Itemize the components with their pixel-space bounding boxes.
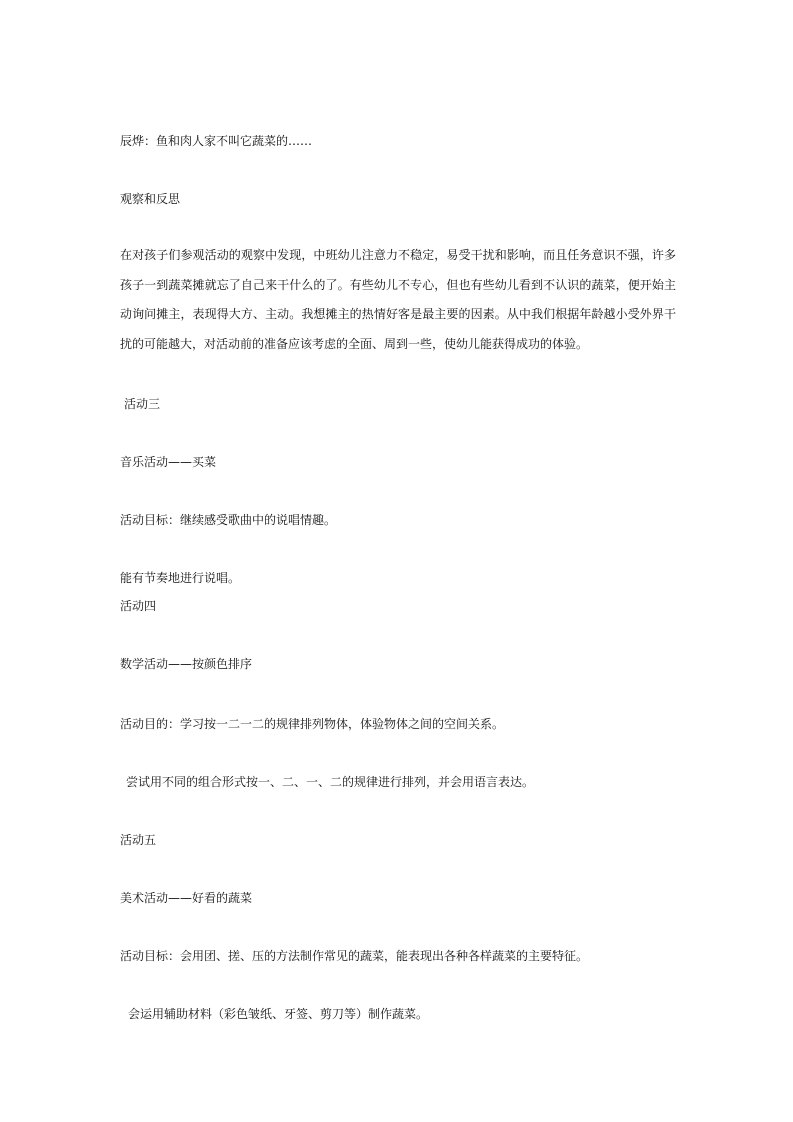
activity-five-goal-2: 会运用辅助材料（彩色皱纸、牙签、剪刀等）制作蔬菜。 xyxy=(128,1007,429,1021)
activity-three-heading: 活动三 xyxy=(124,397,161,411)
observation-paragraph: 在对孩子们参观活动的观察中发现，中班幼儿注意力不稳定，易受干扰和影响，而且任务意识不强，许多孩子一到蔬菜摊就忘了自己来干什么的了。有些幼儿不专心，但也有些幼儿看到不认识的蔬菜，便开始主动询问摊主，表现得大方、主动。我想摊主的热情好客是最主要的因素。从中我们根据年龄越小受外界干扰的可能越大，对活动前的准备应该考虑的全面、周到一些，使幼儿能获得成功的体验。 xyxy=(120,248,676,351)
activity-three-goal-2: 能有节奏地进行说唱。 xyxy=(120,571,241,585)
activity-five-title: 美术活动——好看的蔬菜 xyxy=(120,891,253,905)
activity-four-goal-2: 尝试用不同的组合形式按一、二、一、二的规律进行排列，并会用语言表达。 xyxy=(126,775,535,789)
section-heading-observation: 观察和反思 xyxy=(120,192,181,206)
activity-four-heading: 活动四 xyxy=(120,599,157,613)
activity-five-goal: 活动目标：会用团、搓、压的方法制作常见的蔬菜，能表现出各种各样蔬菜的主要特征。 xyxy=(120,949,589,963)
activity-three-goal: 活动目标：继续感受歌曲中的说唱情趣。 xyxy=(120,513,337,527)
activity-four-goal: 活动目的：学习按一二一二的规律排列物体，体验物体之间的空间关系。 xyxy=(120,717,505,731)
dialogue-line-chenye: 辰烨：鱼和肉人家不叫它蔬菜的…… xyxy=(120,134,313,148)
activity-three-title: 音乐活动——买菜 xyxy=(120,455,217,469)
activity-five-heading: 活动五 xyxy=(120,833,157,847)
activity-four-title: 数学活动——按颜色排序 xyxy=(120,657,253,671)
